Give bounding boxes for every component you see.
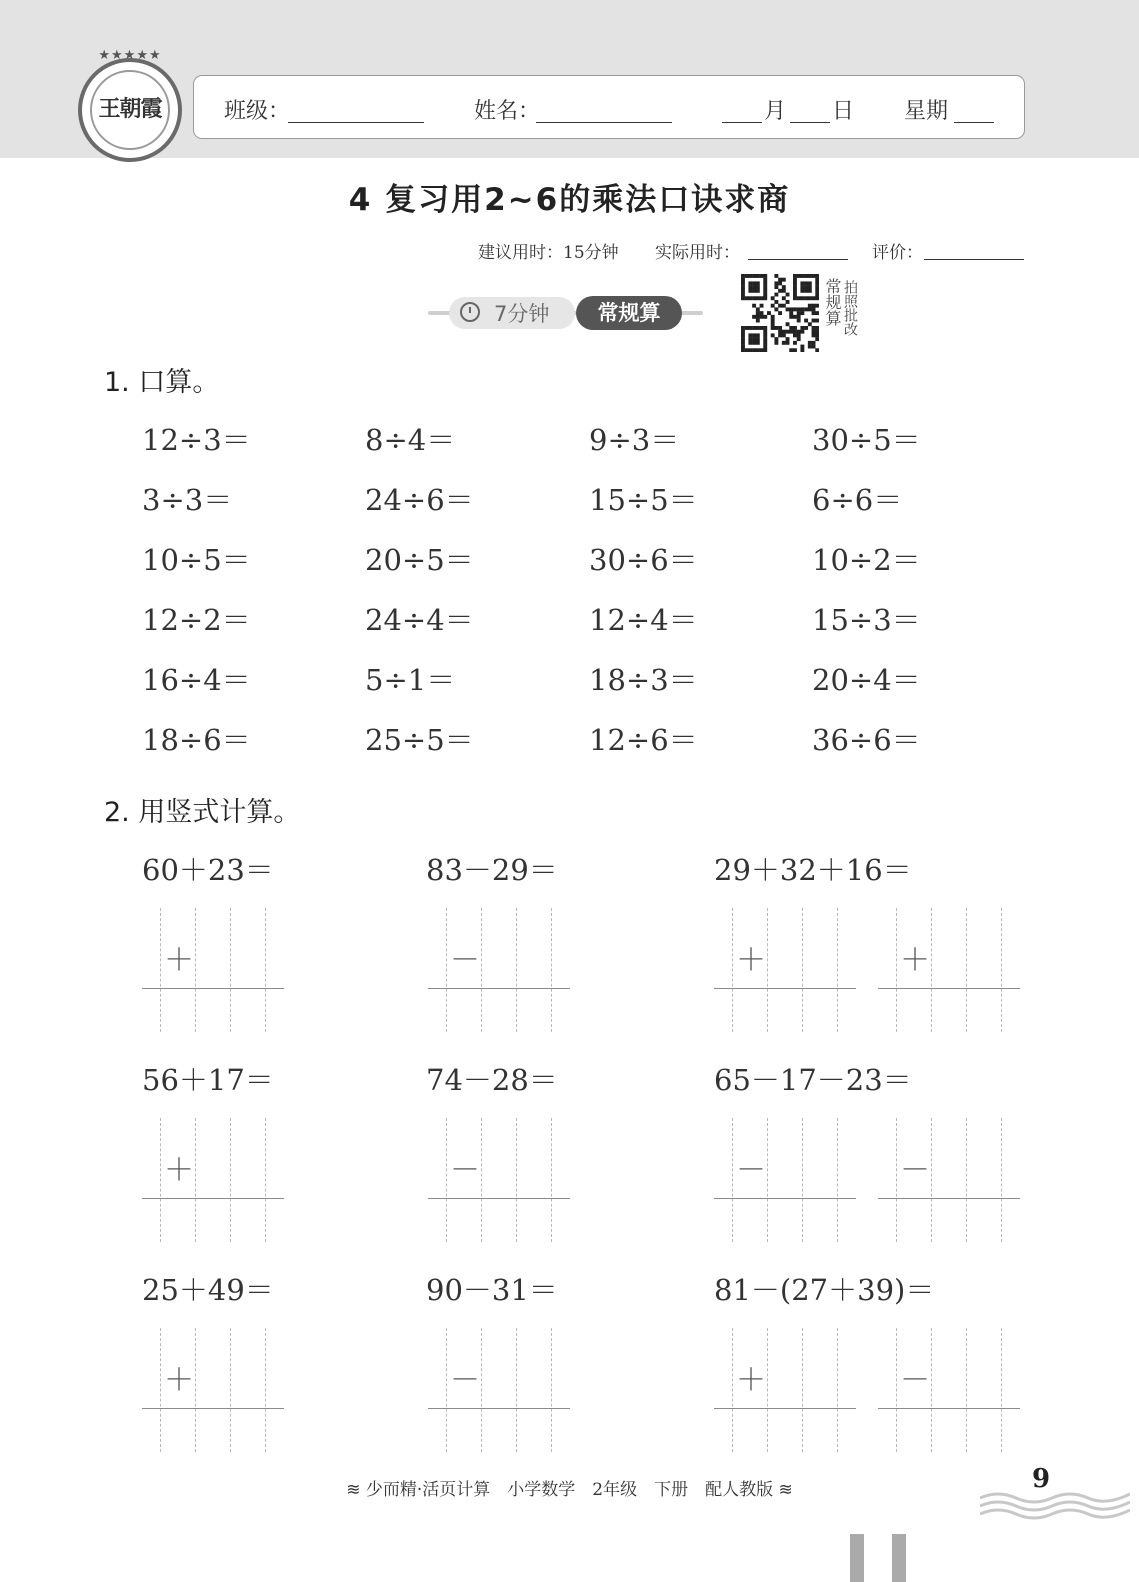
oral-item: 15÷5＝: [589, 483, 698, 517]
work-grid[interactable]: [878, 1328, 1020, 1452]
oral-item: 20÷4＝: [812, 663, 921, 697]
operator-sign: －: [450, 1363, 480, 1398]
page-tab-marker: [850, 1534, 864, 1582]
student-info-box: [193, 75, 1025, 139]
oral-item: 8÷4＝: [365, 423, 456, 457]
month-field[interactable]: [722, 122, 762, 123]
logo-text: 王朝霞: [98, 96, 162, 122]
page-tab-marker: [892, 1534, 906, 1582]
oral-item: 5÷1＝: [365, 663, 456, 697]
vertical-calc-expr: 60＋23＝: [142, 853, 274, 887]
category-badge: 常规算: [576, 296, 682, 330]
vertical-calc-expr: 29＋32＋16＝: [714, 853, 912, 887]
oral-item: 36÷6＝: [812, 723, 921, 757]
time-badge-text: 7分钟: [494, 302, 550, 326]
operator-sign: ＋: [736, 1363, 766, 1398]
vertical-calc-expr: 90－31＝: [426, 1273, 558, 1307]
vertical-calc-expr: 83－29＝: [426, 853, 558, 887]
qr-code-icon[interactable]: [741, 274, 819, 352]
vertical-calc-expr: 81－(27＋39)＝: [714, 1273, 935, 1307]
oral-item: 6÷6＝: [812, 483, 903, 517]
oral-item: 9÷3＝: [589, 423, 680, 457]
weekday-label: 星期: [904, 99, 949, 124]
work-grid[interactable]: [428, 1328, 570, 1452]
oral-item: 24÷4＝: [365, 603, 474, 637]
page-title: 4 复习用2~6的乘法口诀求商: [348, 182, 791, 218]
oral-item: 10÷5＝: [142, 543, 251, 577]
suggested-time: 建议用时：15分钟: [478, 243, 619, 263]
name-field[interactable]: [536, 122, 672, 123]
oral-item: 12÷6＝: [589, 723, 698, 757]
oral-item: 16÷4＝: [142, 663, 251, 697]
actual-time-label: 实际用时：: [655, 243, 740, 263]
operator-sign: ＋: [164, 1363, 194, 1398]
oral-item: 24÷6＝: [365, 483, 474, 517]
work-grid[interactable]: [428, 1118, 570, 1242]
oral-item: 12÷2＝: [142, 603, 251, 637]
month-label: 月: [764, 99, 787, 124]
wave-decoration-icon: [980, 1484, 1130, 1524]
work-grid[interactable]: [714, 1118, 856, 1242]
oral-item: 30÷5＝: [812, 423, 921, 457]
operator-sign: －: [450, 943, 480, 978]
work-grid[interactable]: [714, 1328, 856, 1452]
publisher-logo: [78, 48, 182, 162]
qr-side-text-b: 拍照批改: [842, 280, 858, 336]
stopwatch-icon: [460, 302, 480, 322]
name-label: 姓名：: [474, 99, 541, 124]
day-label: 日: [832, 99, 855, 124]
vertical-calc-expr: 56＋17＝: [142, 1063, 274, 1097]
logo-stars-icon: ★★★★★: [98, 48, 162, 63]
weekday-field[interactable]: [954, 122, 994, 123]
section2-title: 2. 用竖式计算。: [104, 797, 301, 828]
oral-item: 12÷4＝: [589, 603, 698, 637]
oral-item: 20÷5＝: [365, 543, 474, 577]
oral-item: 10÷2＝: [812, 543, 921, 577]
vertical-calc-expr: 74－28＝: [426, 1063, 558, 1097]
operator-sign: ＋: [900, 943, 930, 978]
rating-field[interactable]: [924, 259, 1024, 260]
oral-item: 15÷3＝: [812, 603, 921, 637]
oral-item: 3÷3＝: [142, 483, 233, 517]
operator-sign: ＋: [164, 1153, 194, 1188]
operator-sign: ＋: [164, 943, 194, 978]
day-field[interactable]: [790, 122, 830, 123]
work-grid[interactable]: [878, 1118, 1020, 1242]
page-number: 9: [1032, 1464, 1051, 1494]
work-grid[interactable]: [428, 908, 570, 1032]
operator-sign: －: [736, 1153, 766, 1188]
work-grid[interactable]: [714, 908, 856, 1032]
oral-item: 25÷5＝: [365, 723, 474, 757]
oral-item: 12÷3＝: [142, 423, 251, 457]
rating-label: 评价：: [872, 243, 923, 263]
qr-side-text-a: 常规算: [823, 278, 842, 326]
section1-title: 1. 口算。: [104, 367, 220, 398]
oral-item: 18÷6＝: [142, 723, 251, 757]
operator-sign: ＋: [736, 943, 766, 978]
oral-item: 30÷6＝: [589, 543, 698, 577]
work-grid[interactable]: [878, 908, 1020, 1032]
work-grid[interactable]: [142, 1118, 284, 1242]
class-label: 班级：: [224, 99, 291, 124]
class-field[interactable]: [288, 122, 424, 123]
vertical-calc-expr: 65－17－23＝: [714, 1063, 912, 1097]
oral-item: 18÷3＝: [589, 663, 698, 697]
vertical-calc-expr: 25＋49＝: [142, 1273, 274, 1307]
work-grid[interactable]: [142, 1328, 284, 1452]
operator-sign: －: [450, 1153, 480, 1188]
actual-time-field[interactable]: [748, 259, 848, 260]
operator-sign: －: [900, 1153, 930, 1188]
footer-text: ≋ 少而精·活页计算 小学数学 2年级 下册 配人教版 ≋: [346, 1480, 793, 1500]
operator-sign: －: [900, 1363, 930, 1398]
work-grid[interactable]: [142, 908, 284, 1032]
